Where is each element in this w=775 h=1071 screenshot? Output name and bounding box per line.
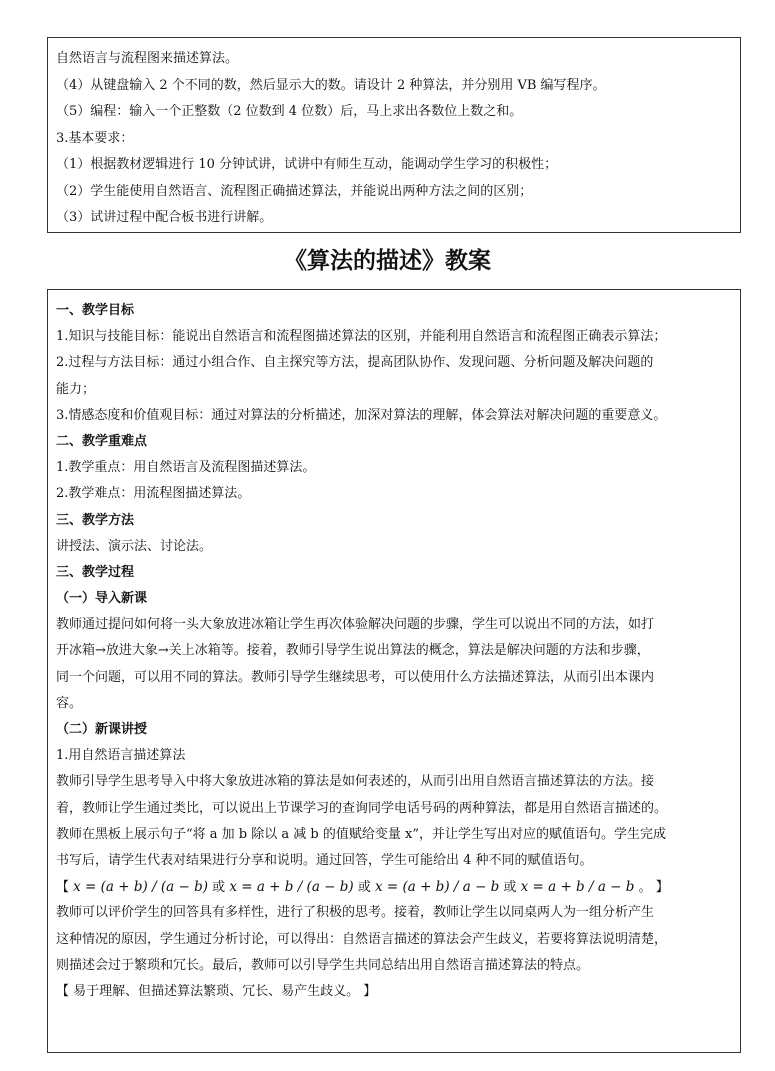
formula-expression-4: x = a + b / a − b <box>520 879 635 896</box>
text-line: 容。 <box>56 695 83 711</box>
formula-expression-2: x = a + b / (a − b) <box>229 879 354 896</box>
text-line: 1.用自然语言描述算法 <box>56 748 186 764</box>
formula-bracket-open: 【 <box>56 880 70 896</box>
text-line: （1）根据教材逻辑进行 10 分钟试讲，试讲中有师生互动，能调动学生学习的积极性； <box>56 157 558 172</box>
page-title: 《算法的描述》教案 <box>284 247 491 274</box>
requirements-box <box>47 37 741 233</box>
text-line: 教师在黑板上展示句子“将 a 加 b 除以 a 减 b 的值赋给变量 x”，并让学生写出对应的赋值语句。学生完成 <box>56 826 666 842</box>
text-line: 2.过程与方法目标：通过小组合作、自主探究等方法，提高团队协作、发现问题、分析问题及解决问题的 <box>56 355 654 371</box>
text-line: 自然语言与流程图来描述算法。 <box>56 51 239 66</box>
formula-expression-1: x = (a + b) / (a − b) <box>73 879 209 896</box>
text-line: 讲授法、演示法、讨论法。 <box>56 538 213 554</box>
text-line: 则描述会过于繁琐和冗长。最后，教师可以引导学生共同总结出用自然语言描述算法的特点。 <box>56 957 590 973</box>
text-line: 2.教学难点：用流程图描述算法。 <box>56 486 251 502</box>
formula-bracket-close: 】 <box>655 880 669 896</box>
text-line: （3）试讲过程中配合板书进行讲解。 <box>56 210 273 225</box>
text-line: 教师引导学生思考导入中将大象放进冰箱的算法是如何表述的，从而引出用自然语言描述算法的方法。接 <box>56 774 655 790</box>
formula-end: 。 <box>638 880 652 896</box>
section-heading: 二、教学重难点 <box>56 433 148 449</box>
subsection-heading: （二）新课讲授 <box>56 722 148 737</box>
summary-line: 【 易于理解、但描述算法繁琐、冗长、易产生歧义。 】 <box>56 983 377 999</box>
formula-line <box>56 874 740 900</box>
text-line: 1.教学重点：用自然语言及流程图描述算法。 <box>56 460 316 476</box>
formula-or: 或 <box>357 880 371 896</box>
text-line: 开冰箱→放进大象→关上冰箱等。接着，教师引导学生说出算法的概念，算法是解决问题的方法和步骤， <box>56 643 650 659</box>
text-line: （4）从键盘输入 2 个不同的数，然后显示大的数。请设计 2 种算法，并分别用 VB 编写程序。 <box>56 77 606 93</box>
text-line: （5）编程：输入一个正整数（2 位数到 4 位数）后，马上求出各数位上数之和。 <box>56 104 523 119</box>
text-line: 3.基本要求： <box>56 130 134 146</box>
text-line: 这种情况的原因，学生通过分析讨论，可以得出：自然语言描述的算法会产生歧义，若要将算法说明清楚， <box>56 931 668 947</box>
subsection-heading: （一）导入新课 <box>56 591 148 607</box>
formula-or: 或 <box>212 880 226 896</box>
text-line: 着，教师让学生通过类比，可以说出上节课学习的查询同学电话号码的两种算法，都是用自然语言描述的。 <box>56 800 668 816</box>
text-line: 1.知识与技能目标：能说出自然语言和流程图描述算法的区别，并能利用自然语言和流程图正确表示算法； <box>56 329 667 345</box>
text-line: 同一个问题，可以用不同的算法。教师引导学生继续思考，可以使用什么方法描述算法，从而引出本课内 <box>56 669 655 685</box>
section-heading: 一、教学目标 <box>56 303 135 318</box>
text-line: 能力； <box>56 381 96 397</box>
text-line: 3.情感态度和价值观目标：通过对算法的分析描述，加深对算法的理解，体会算法对解决问题的重要意义。 <box>56 407 667 423</box>
section-heading: 三、教学过程 <box>56 564 135 580</box>
formula-or: 或 <box>503 880 517 896</box>
text-line: 书写后，请学生代表对结果进行分享和说明。通过回答，学生可能给出 4 种不同的赋值语句。 <box>56 852 593 868</box>
section-heading: 三、教学方法 <box>56 512 135 528</box>
text-line: 教师通过提问如何将一头大象放进冰箱让学生再次体验解决问题的步骤，学生可以说出不同的方法，如打 <box>56 617 655 633</box>
lesson-plan-box <box>47 289 741 1053</box>
formula-expression-3: x = (a + b) / a − b <box>374 879 500 896</box>
text-line: 教师可以评价学生的回答具有多样性，进行了积极的思考。接着，教师让学生以同桌两人为一组分析产生 <box>56 905 655 921</box>
text-line: （2）学生能使用自然语言、流程图正确描述算法，并能说出两种方法之间的区别； <box>56 183 533 199</box>
